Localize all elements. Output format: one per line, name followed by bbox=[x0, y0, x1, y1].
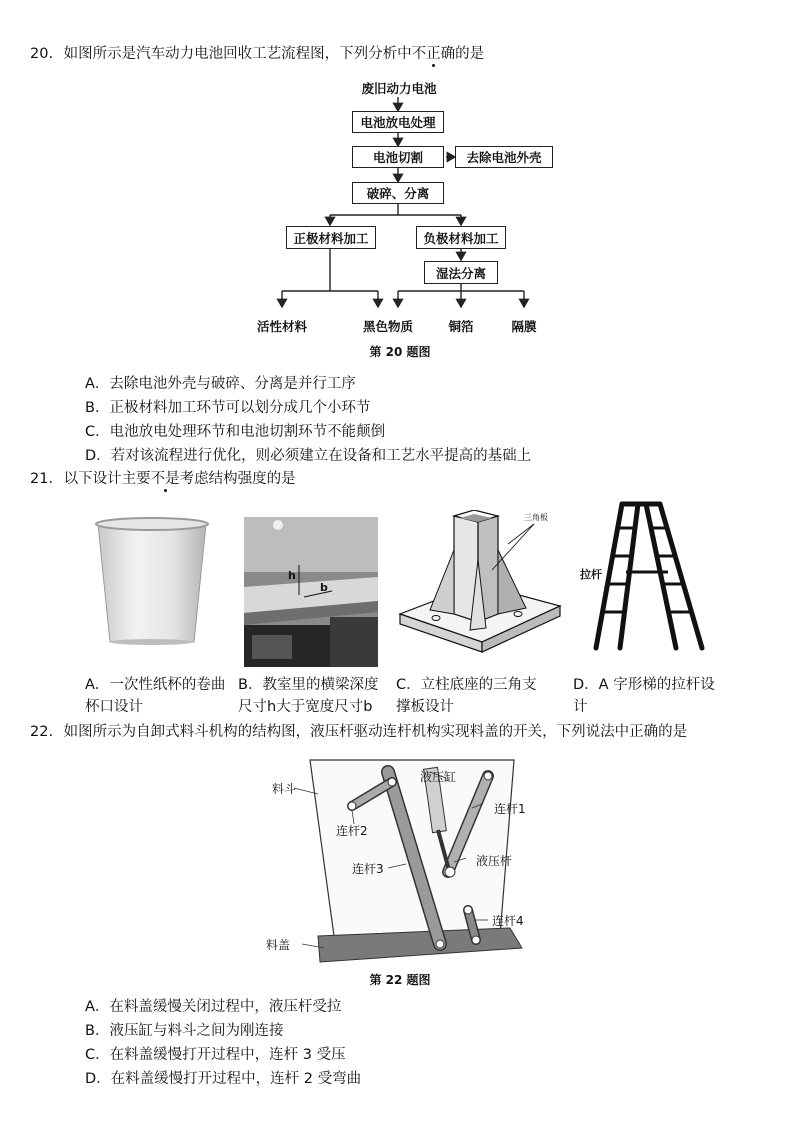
q20-option-a: A．去除电池外壳与破碎、分离是并行工序 bbox=[85, 376, 356, 392]
label-link-1: 连杆1 bbox=[494, 802, 526, 816]
flow-branch-left: 正极材料加工 bbox=[286, 226, 376, 249]
q21-number: 21. bbox=[30, 471, 54, 487]
q21-stem-pre: 以下设计主要 bbox=[63, 471, 151, 487]
a-frame-ladder-image bbox=[580, 498, 714, 656]
q20-option-b: B．正极材料加工环节可以划分成几个小环节 bbox=[85, 400, 371, 416]
q20-stem-post: 的是 bbox=[455, 46, 485, 62]
classroom-beam-image bbox=[244, 517, 378, 667]
flow-out3: 铜箔 bbox=[448, 319, 474, 334]
q21-caption-d: D．A 字形梯的拉杆设计 bbox=[573, 677, 715, 715]
q20-caption: 第 20 题图 bbox=[369, 345, 431, 359]
q22-option-d: D．在料盖缓慢打开过程中，连杆 2 受弯曲 bbox=[85, 1071, 362, 1087]
q21-stem bbox=[30, 467, 296, 488]
label-link-4: 连杆4 bbox=[492, 914, 524, 928]
label-tie-rod: 拉杆 bbox=[580, 568, 602, 581]
label-hopper: 料斗 bbox=[272, 782, 297, 796]
q21-caption-a: A．一次性纸杯的卷曲杯口设计 bbox=[85, 677, 226, 715]
flow-wet: 湿法分离 bbox=[424, 261, 498, 284]
flow-side: 去除电池外壳 bbox=[455, 146, 553, 168]
flow-step1: 电池放电处理 bbox=[352, 111, 444, 133]
q21-stem-emph: 不是 bbox=[150, 471, 180, 487]
column-base-image bbox=[394, 510, 564, 660]
flowchart-connectors bbox=[0, 0, 800, 360]
q20-stem-emph: 不正确 bbox=[411, 46, 456, 62]
q21-caption-b: B．教室里的横梁深度尺寸h大于宽度尺寸b bbox=[238, 677, 379, 715]
q21-stem-post: 考虑结构强度的是 bbox=[179, 471, 296, 487]
flow-out1: 活性材料 bbox=[256, 319, 307, 334]
q20-stem-pre: 如图所示是汽车动力电池回收工艺流程图，下列分析中 bbox=[63, 46, 412, 62]
paper-cup-image bbox=[86, 510, 218, 650]
label-link-2: 连杆2 bbox=[336, 824, 368, 838]
q22-number: 22. bbox=[30, 724, 54, 740]
label-triangle-plate: 三角板 bbox=[524, 513, 548, 522]
q20-option-c: C．电池放电处理环节和电池切割环节不能颠倒 bbox=[85, 424, 386, 440]
flow-step2: 电池切割 bbox=[352, 146, 444, 168]
flow-step3: 破碎、分离 bbox=[352, 182, 444, 204]
q20-number: 20. bbox=[30, 46, 54, 62]
label-hydraulic-cylinder: 液压缸 bbox=[420, 770, 457, 784]
hopper-mechanism-diagram bbox=[260, 748, 540, 968]
q21-caption-c: C．立柱底座的三角支撑板设计 bbox=[396, 677, 537, 715]
label-link-3: 连杆3 bbox=[352, 862, 384, 876]
q22-option-b: B．液压缸与料斗之间为刚连接 bbox=[85, 1023, 284, 1039]
label-hydraulic-rod: 液压杆 bbox=[476, 854, 513, 868]
q22-option-c: C．在料盖缓慢打开过程中，连杆 3 受压 bbox=[85, 1047, 346, 1063]
flow-start: 废旧动力电池 bbox=[361, 81, 437, 96]
q22-stem bbox=[30, 720, 687, 741]
flow-out2: 黑色物质 bbox=[362, 319, 413, 334]
beam-label-b: b bbox=[320, 581, 328, 594]
q20-option-d: D．若对该流程进行优化，则必须建立在设备和工艺水平提高的基础上 bbox=[85, 448, 532, 464]
beam-label-h: h bbox=[288, 569, 296, 582]
flow-out4: 隔膜 bbox=[511, 319, 537, 334]
label-lid: 料盖 bbox=[266, 938, 291, 952]
flow-branch-right: 负极材料加工 bbox=[416, 226, 506, 249]
q22-caption: 第 22 题图 bbox=[369, 973, 431, 987]
q22-option-a: A．在料盖缓慢关闭过程中，液压杆受拉 bbox=[85, 999, 342, 1015]
q22-stem-text: 如图所示为自卸式料斗机构的结构图，液压杆驱动连杆机构实现料盖的开关，下列说法中正确的是 bbox=[63, 724, 688, 740]
